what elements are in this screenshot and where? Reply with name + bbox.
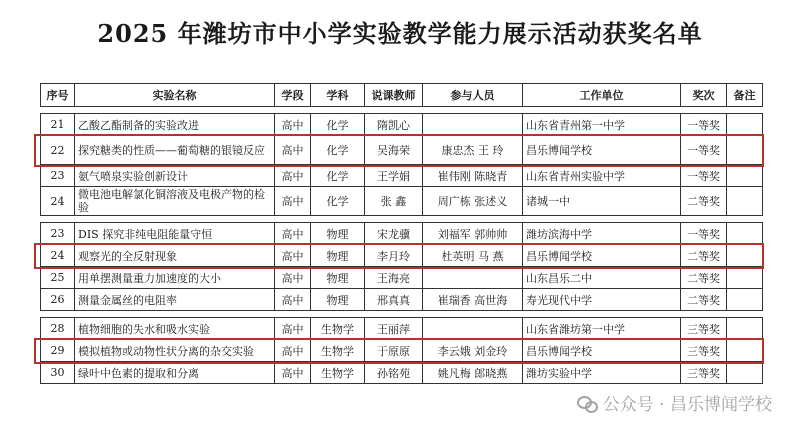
award-table-body	[41, 107, 763, 384]
cell-note	[727, 165, 763, 187]
cell-name: 绿叶中色素的提取和分离	[75, 362, 275, 384]
cell-note	[727, 267, 763, 289]
cell-no: 26	[41, 289, 75, 311]
cell-subject: 物理	[311, 267, 365, 289]
cell-name: 测量金属丝的电阻率	[75, 289, 275, 311]
cell-no: 29	[41, 340, 75, 362]
cell-members: 崔瑞香 高世海	[423, 289, 523, 311]
cell-unit: 寿光现代中学	[523, 289, 681, 311]
table-row	[41, 187, 763, 216]
cell-teacher: 王学娟	[365, 165, 423, 187]
col-header-subject: 学科	[311, 84, 365, 107]
cell-teacher: 李月玲	[365, 245, 423, 267]
table-row	[41, 136, 763, 165]
col-header-unit: 工作单位	[523, 84, 681, 107]
col-header-stage: 学段	[275, 84, 311, 107]
cell-no: 22	[41, 136, 75, 165]
page-title: 2025 年潍坊市中小学实验教学能力展示活动获奖名单	[97, 19, 703, 48]
cell-unit: 山东昌乐二中	[523, 267, 681, 289]
cell-award: 三等奖	[681, 318, 727, 340]
cell-unit: 昌乐博闻学校	[523, 245, 681, 267]
table-row	[41, 245, 763, 267]
cell-subject: 物理	[311, 289, 365, 311]
table-row	[41, 223, 763, 245]
cell-unit: 诸城一中	[523, 187, 681, 216]
cell-members	[423, 318, 523, 340]
cell-members: 杜英明 马 燕	[423, 245, 523, 267]
table-row	[41, 165, 763, 187]
cell-award: 三等奖	[681, 340, 727, 362]
cell-teacher: 王海亮	[365, 267, 423, 289]
cell-subject: 物理	[311, 245, 365, 267]
table-row	[41, 362, 763, 384]
cell-award: 一等奖	[681, 165, 727, 187]
cell-subject: 化学	[311, 165, 365, 187]
col-header-name: 实验名称	[75, 84, 275, 107]
cell-award: 二等奖	[681, 187, 727, 216]
table-row	[41, 340, 763, 362]
cell-subject: 物理	[311, 223, 365, 245]
cell-subject: 生物学	[311, 340, 365, 362]
table-row	[41, 318, 763, 340]
cell-no: 30	[41, 362, 75, 384]
cell-subject: 化学	[311, 136, 365, 165]
watermark	[577, 390, 772, 415]
cell-no: 28	[41, 318, 75, 340]
col-header-note: 备注	[727, 84, 763, 107]
cell-award: 一等奖	[681, 136, 727, 165]
cell-name: 植物细胞的失水和吸水实验	[75, 318, 275, 340]
cell-no: 21	[41, 114, 75, 136]
cell-no: 24	[41, 245, 75, 267]
cell-stage: 高中	[275, 267, 311, 289]
cell-subject: 化学	[311, 114, 365, 136]
cell-name: 用单摆测量重力加速度的大小	[75, 267, 275, 289]
cell-name: 氨气喷泉实验创新设计	[75, 165, 275, 187]
group-separator	[41, 107, 763, 114]
cell-teacher: 张 鑫	[365, 187, 423, 216]
table-row	[41, 289, 763, 311]
cell-award: 一等奖	[681, 114, 727, 136]
cell-unit: 山东省潍坊第一中学	[523, 318, 681, 340]
cell-unit: 昌乐博闻学校	[523, 136, 681, 165]
cell-note	[727, 223, 763, 245]
cell-unit: 山东省青州实验中学	[523, 165, 681, 187]
cell-subject: 生物学	[311, 362, 365, 384]
cell-note	[727, 289, 763, 311]
cell-members	[423, 267, 523, 289]
cell-stage: 高中	[275, 223, 311, 245]
col-header-award: 奖次	[681, 84, 727, 107]
cell-no: 23	[41, 223, 75, 245]
cell-subject: 化学	[311, 187, 365, 216]
cell-note	[727, 245, 763, 267]
cell-award: 二等奖	[681, 289, 727, 311]
col-header-teacher: 说课教师	[365, 84, 423, 107]
cell-teacher: 隋凯心	[365, 114, 423, 136]
group-separator	[41, 216, 763, 223]
cell-name: 观察光的全反射现象	[75, 245, 275, 267]
cell-members: 李云娥 刘金玲	[423, 340, 523, 362]
table-row	[41, 114, 763, 136]
cell-stage: 高中	[275, 187, 311, 216]
cell-no: 23	[41, 165, 75, 187]
cell-unit: 潍坊滨海中学	[523, 223, 681, 245]
cell-teacher: 邢真真	[365, 289, 423, 311]
cell-award: 二等奖	[681, 267, 727, 289]
cell-no: 25	[41, 267, 75, 289]
table-row	[41, 267, 763, 289]
cell-subject: 生物学	[311, 318, 365, 340]
cell-members: 姚凡梅 郎晓燕	[423, 362, 523, 384]
cell-stage: 高中	[275, 362, 311, 384]
watermark-text: 公众号 · 昌乐博闻学校	[602, 395, 772, 415]
cell-note	[727, 136, 763, 165]
cell-name: DIS 探究非纯电阻能量守恒	[75, 223, 275, 245]
cell-members	[423, 114, 523, 136]
col-header-members: 参与人员	[423, 84, 523, 107]
separator-cell	[41, 311, 763, 318]
cell-note	[727, 187, 763, 216]
header-row	[41, 84, 763, 107]
cell-note	[727, 340, 763, 362]
cell-teacher: 吴海荣	[365, 136, 423, 165]
wechat-icon	[577, 395, 597, 411]
cell-teacher: 孙铭苑	[365, 362, 423, 384]
award-table	[40, 83, 763, 384]
cell-members: 康忠杰 王 玲	[423, 136, 523, 165]
cell-stage: 高中	[275, 340, 311, 362]
cell-members: 刘福军 郭帅帅	[423, 223, 523, 245]
cell-stage: 高中	[275, 318, 311, 340]
cell-unit: 潍坊实验中学	[523, 362, 681, 384]
cell-teacher: 王丽萍	[365, 318, 423, 340]
col-header-no: 序号	[41, 84, 75, 107]
cell-note	[727, 114, 763, 136]
cell-name: 微电池电解氯化铜溶液及电极产物的检验	[75, 187, 275, 216]
cell-stage: 高中	[275, 114, 311, 136]
cell-award: 一等奖	[681, 223, 727, 245]
cell-teacher: 于原原	[365, 340, 423, 362]
cell-name: 探究糖类的性质——葡萄糖的银镜反应	[75, 136, 275, 165]
cell-note	[727, 362, 763, 384]
cell-award: 三等奖	[681, 362, 727, 384]
cell-unit: 昌乐博闻学校	[523, 340, 681, 362]
cell-stage: 高中	[275, 136, 311, 165]
separator-cell	[41, 107, 763, 114]
cell-award: 二等奖	[681, 245, 727, 267]
cell-teacher: 宋龙骥	[365, 223, 423, 245]
cell-name: 模拟植物或动物性状分离的杂交实验	[75, 340, 275, 362]
cell-members: 崔伟刚 陈晓青	[423, 165, 523, 187]
cell-stage: 高中	[275, 289, 311, 311]
cell-stage: 高中	[275, 165, 311, 187]
cell-members: 周广栋 张述义	[423, 187, 523, 216]
group-separator	[41, 311, 763, 318]
cell-note	[727, 318, 763, 340]
separator-cell	[41, 216, 763, 223]
cell-unit: 山东省青州第一中学	[523, 114, 681, 136]
cell-no: 24	[41, 187, 75, 216]
cell-name: 乙酸乙酯制备的实验改进	[75, 114, 275, 136]
cell-stage: 高中	[275, 245, 311, 267]
